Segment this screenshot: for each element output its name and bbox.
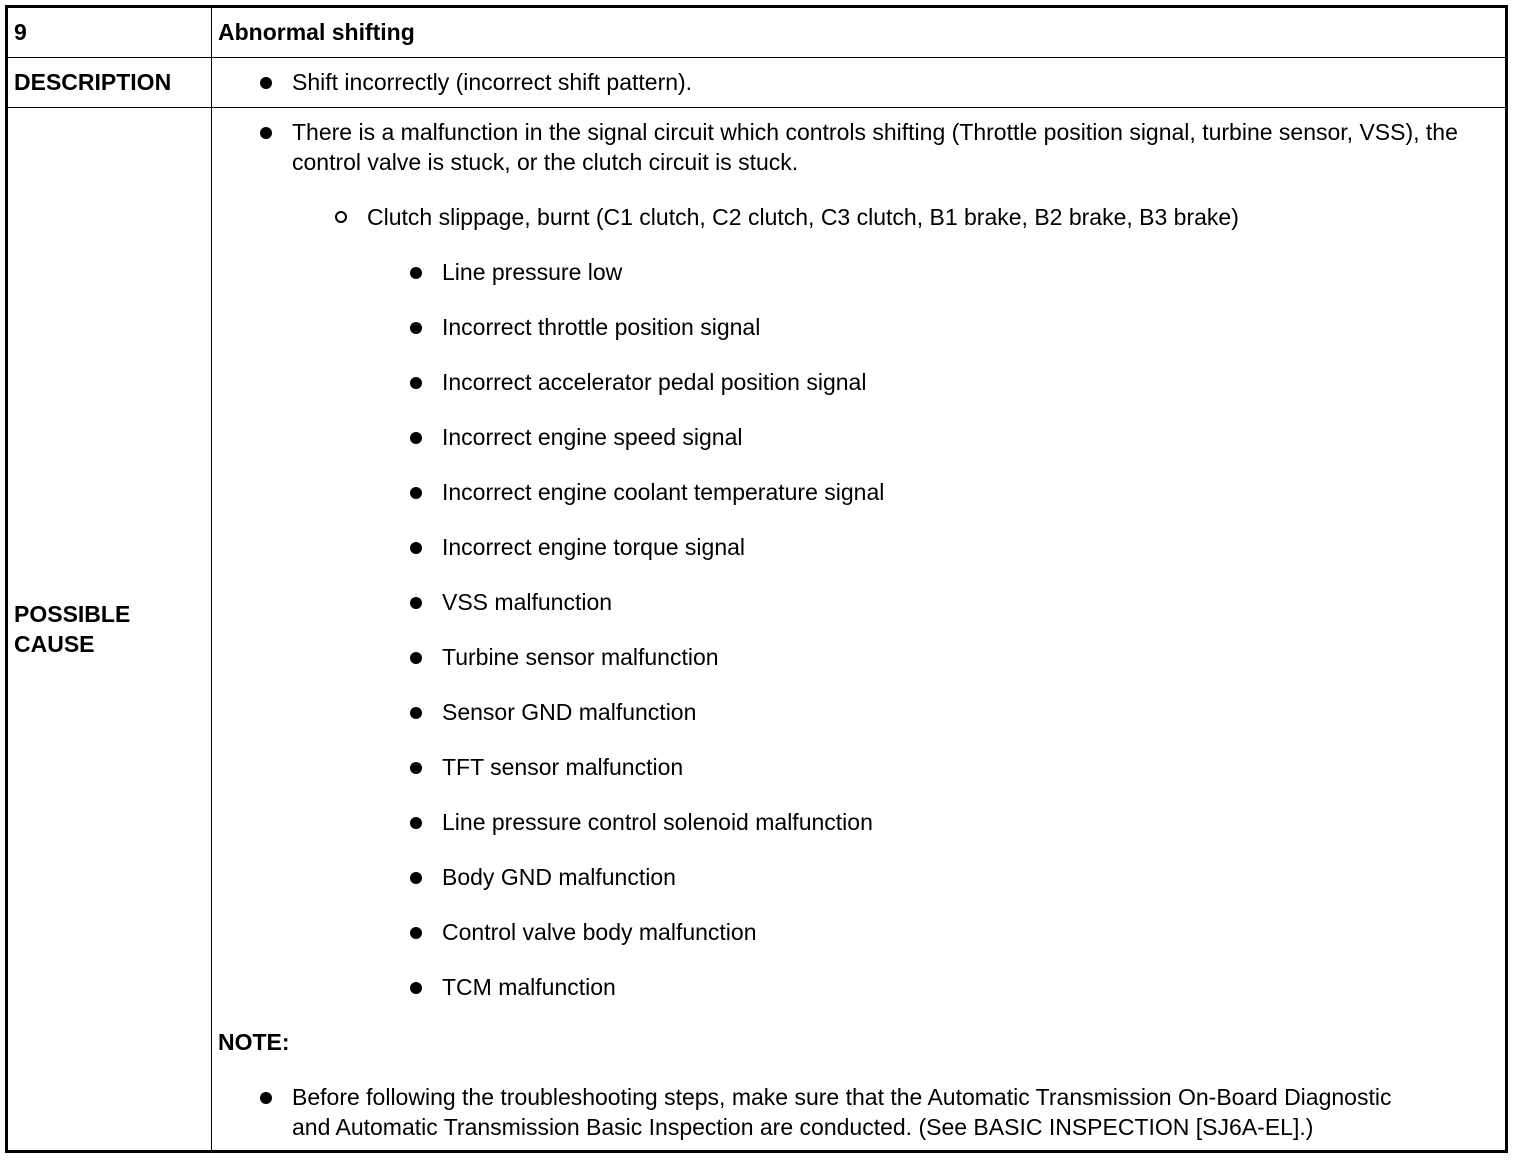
cause-intro-text: There is a malfunction in the signal circuit which controls shifting (Throttle position signal, turbine sensor, VSS), the control valve is stuck, or the clutch circuit is stuck. [292, 119, 1458, 175]
cause-item-text: Incorrect engine coolant temperature signal [442, 479, 885, 505]
cause-item [212, 807, 1505, 837]
cause-item [212, 532, 1505, 562]
cause-item-text: Line pressure control solenoid malfunction [442, 809, 873, 835]
bullet-icon [410, 487, 422, 499]
description-item-text: Shift incorrectly (incorrect shift pattern). [292, 69, 693, 95]
cause-item [212, 587, 1505, 617]
description-row [7, 58, 1507, 108]
bullet-icon [410, 817, 422, 829]
bullet-icon [410, 927, 422, 939]
cause-item-text: Incorrect engine torque signal [442, 534, 746, 560]
cause-item [212, 422, 1505, 452]
cause-item-text: Incorrect throttle position signal [442, 314, 761, 340]
troubleshooting-table [5, 5, 1508, 1153]
bullet-icon [410, 267, 422, 279]
note-text: Before following the troubleshooting steps, make sure that the Automatic Transmission On-Board Diagnostic and Automatic Transmission Basic Inspection are conducted. (See BASIC INSPECTION [SJ6A-EL].) [292, 1084, 1392, 1140]
cause-item [212, 752, 1505, 782]
bullet-icon [260, 1092, 272, 1104]
cause-sub-text: Clutch slippage, burnt (C1 clutch, C2 clutch, C3 clutch, B1 brake, B2 brake, B3 brake) [367, 204, 1239, 230]
bullet-icon [410, 982, 422, 994]
cause-cell [212, 108, 1507, 1152]
cause-item [212, 972, 1505, 1002]
cause-item-text: Line pressure low [442, 259, 623, 285]
description-item [212, 67, 1505, 97]
header-row [7, 7, 1507, 58]
cause-item-text: VSS malfunction [442, 589, 613, 615]
note-label: NOTE: [218, 1029, 290, 1055]
bullet-icon [410, 432, 422, 444]
cause-item [212, 642, 1505, 672]
symptom-number: 9 [7, 7, 212, 58]
description-label: DESCRIPTION [7, 58, 212, 108]
cause-item-text: Incorrect accelerator pedal position signal [442, 369, 867, 395]
bullet-icon [410, 377, 422, 389]
bullet-icon [260, 77, 272, 89]
cause-item-text: TCM malfunction [442, 974, 616, 1000]
bullet-icon [410, 542, 422, 554]
cause-item-text: Body GND malfunction [442, 864, 676, 890]
cause-label: POSSIBLE CAUSE [7, 108, 212, 1152]
bullet-icon [410, 597, 422, 609]
cause-intro [212, 117, 1505, 177]
bullet-icon [260, 127, 272, 139]
hollow-bullet-icon [335, 211, 347, 223]
description-cell [212, 58, 1507, 108]
bullet-icon [410, 707, 422, 719]
cause-item [212, 312, 1505, 342]
cause-row [7, 108, 1507, 1152]
symptom-title: Abnormal shifting [212, 7, 1507, 58]
cause-item-text: Sensor GND malfunction [442, 699, 697, 725]
cause-item-text: Incorrect engine speed signal [442, 424, 743, 450]
bullet-icon [410, 322, 422, 334]
note-item [212, 1082, 1505, 1142]
cause-item [212, 257, 1505, 287]
cause-item [212, 917, 1505, 947]
cause-item-text: TFT sensor malfunction [442, 754, 684, 780]
bullet-icon [410, 872, 422, 884]
cause-sub [212, 202, 1505, 232]
cause-item [212, 477, 1505, 507]
bullet-icon [410, 762, 422, 774]
cause-item-text: Control valve body malfunction [442, 919, 757, 945]
cause-item-text: Turbine sensor malfunction [442, 644, 719, 670]
bullet-icon [410, 652, 422, 664]
cause-item [212, 367, 1505, 397]
cause-item [212, 862, 1505, 892]
cause-item [212, 697, 1505, 727]
